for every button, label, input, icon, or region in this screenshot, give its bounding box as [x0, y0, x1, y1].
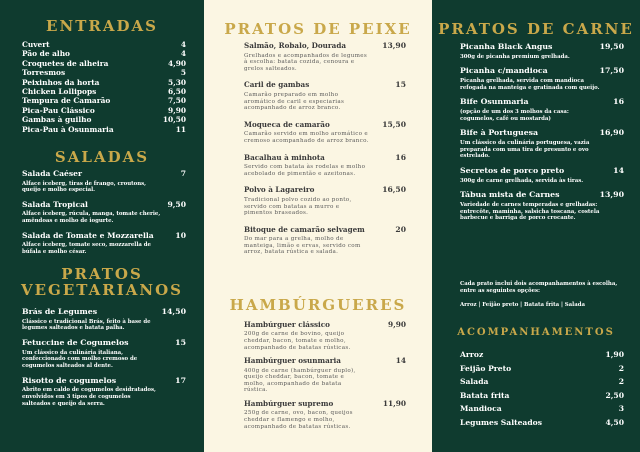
menu-item: [22, 115, 186, 124]
item-row: [244, 120, 406, 130]
item-price: 17,50: [599, 66, 624, 76]
item-description: Alface iceberg, tiras de frango, croutons, queijo e molho especial.: [22, 180, 147, 194]
item-name: Hambúrguer supremo: [244, 398, 334, 408]
item-description: Alface iceberg, rúcula, manga, tomate cherie, amêndoas e molho de iogurte.: [22, 211, 161, 224]
menu-item: [22, 200, 186, 225]
item-row: [460, 166, 624, 176]
item-description: 300g de picanha premium grelhada.: [460, 53, 570, 60]
item-description: Abrito em caldo de cogumelos desidratados, envolvidos em 3 tipos de cogumelos salteados e queijo da serra.: [22, 387, 156, 407]
item-name: Brás de Legumes: [22, 307, 98, 316]
item-price: 2: [618, 363, 624, 373]
menu-item: [460, 364, 624, 374]
item-name: Secretos de porco preto: [460, 165, 565, 175]
item-name: Salada Caéser: [22, 169, 82, 178]
item-row: [460, 350, 624, 360]
menu-item: [244, 320, 406, 351]
item-row: [22, 96, 186, 105]
section-title-carne: PRATOS DE CARNE: [438, 20, 634, 38]
item-row: [460, 128, 624, 138]
item-name: Peixinhos da horta: [22, 77, 100, 87]
item-description: Variedade de carnes temperadas e grelhadas: entrecôte, maminha, salsicha toscana, costela barbecue e barriga de porco crocante.: [460, 202, 600, 222]
item-description: 200g de carne de bovino, queijo cheddar, bacon, tomate e molho, acompanhado de batatas rústicas.: [244, 331, 351, 351]
item-name: Moqueca de camarão: [244, 119, 330, 129]
item-row: [22, 87, 186, 96]
item-name: Tábua mista de Carnes: [460, 190, 560, 200]
item-name: Feijão Preto: [460, 363, 512, 373]
item-description: Clássico e tradicional Brás, feito à base de legumes salteados e batata palha.: [22, 318, 151, 332]
item-name: Salada de Tomate e Mozzarella: [22, 230, 154, 240]
item-row: [22, 231, 186, 241]
menu-item: [244, 153, 406, 178]
menu-item: [22, 338, 186, 370]
item-price: 17: [175, 375, 186, 385]
item-description: Tradicional polvo cozido ao ponto, servido com batatas a murro e pimentos braseados.: [244, 196, 352, 217]
carne-list: [460, 42, 624, 228]
sides-options: Arroz | Feijão preto | Batata frita | Salada: [460, 302, 585, 308]
item-name: Bife Osunmaria: [460, 97, 529, 107]
item-row: [244, 399, 406, 408]
item-price: 9,90: [387, 320, 406, 329]
item-price: 9,50: [167, 199, 186, 209]
item-row: [22, 49, 186, 58]
item-row: [22, 106, 186, 115]
menu-item: [22, 49, 186, 58]
item-row: [22, 307, 186, 317]
item-name: Polvo à Lagareiro: [244, 185, 315, 195]
middle-panel: [204, 0, 432, 452]
item-price: 7: [180, 169, 186, 178]
item-price: 11,90: [382, 398, 406, 408]
menu-item: [244, 225, 406, 256]
item-row: [460, 97, 624, 107]
item-price: 7,50: [167, 96, 186, 106]
item-name: Bitoque de camarão selvagem: [244, 224, 365, 234]
item-price: 10,50: [162, 115, 186, 125]
item-row: [460, 404, 624, 414]
item-description: Um clássico da culinária italiana, confeccionado com molho cremoso de cogumelos salteados al dente.: [22, 349, 138, 369]
item-price: 9,90: [167, 105, 186, 115]
menu-item: [22, 106, 186, 115]
menu-item: [460, 66, 624, 91]
item-row: [22, 68, 186, 77]
item-name: Cuvert: [22, 40, 50, 49]
item-price: 16,90: [599, 128, 624, 138]
menu-item: [22, 169, 186, 194]
menu-item: [460, 190, 624, 222]
item-row: [460, 364, 624, 374]
vegetarianos-list: [22, 307, 186, 413]
item-description: Um clássico da culinária portuguesa, vazia preparada com uma tira de presunto e ovo estrelado.: [460, 140, 590, 160]
item-price: 15: [395, 80, 406, 90]
section-title-peixe: PRATOS DE PEIXE: [224, 20, 412, 38]
item-name: Bife à Portuguesa: [460, 128, 539, 138]
item-name: Legumes Salteados: [460, 417, 542, 427]
item-name: Gambas à guilho: [22, 115, 92, 125]
item-name: Hambúrguer osunmaria: [244, 356, 341, 366]
item-name: Salada: [460, 377, 489, 387]
item-price: 4,90: [167, 58, 186, 68]
section-title-hamburgueres: HAMBÚRGUERES: [229, 296, 407, 314]
item-name: Pica-Pau à Osunmaria: [22, 124, 114, 134]
menu-item: [22, 78, 186, 87]
item-row: [460, 391, 624, 401]
item-price: 10: [175, 230, 186, 240]
item-name: Batata frita: [460, 390, 510, 400]
item-name: Risotto de cogumelos: [22, 375, 117, 385]
sides-note: Cada prato inclui dois acompanhamentos à escolha, entre as seguintes opções:: [460, 281, 618, 294]
item-row: [244, 185, 406, 195]
menu-item: [460, 418, 624, 428]
menu-item: [244, 185, 406, 216]
menu-item: [460, 377, 624, 387]
item-price: 4: [180, 40, 186, 49]
menu-item: [22, 96, 186, 105]
item-row: [22, 78, 186, 87]
item-price: 2,50: [605, 390, 624, 400]
menu-item: [22, 231, 186, 256]
left-panel: [0, 0, 204, 452]
item-row: [244, 320, 406, 329]
menu-item: [460, 404, 624, 414]
item-row: [460, 377, 624, 387]
item-name: Fetuccine de Cogumelos: [22, 337, 129, 347]
item-price: 14: [613, 165, 624, 175]
item-row: [22, 40, 186, 49]
item-name: Croquetes de alheira: [22, 58, 109, 68]
menu-item: [22, 40, 186, 49]
item-description: Do mar para a grelha, molho de manteiga, limão e ervas, servido com arroz, batata rústica e salada.: [244, 236, 361, 256]
menu-item: [22, 307, 186, 332]
item-price: 16,50: [382, 185, 406, 195]
section-title-entradas: ENTRADAS: [46, 17, 158, 35]
item-name: Salmão, Robalo, Dourada: [244, 41, 346, 50]
menu-item: [22, 125, 186, 134]
item-row: [22, 59, 186, 68]
menu-item: [460, 391, 624, 401]
item-row: [22, 115, 186, 124]
item-price: 13,90: [599, 190, 624, 200]
item-row: [460, 66, 624, 76]
menu-item: [460, 166, 624, 184]
item-price: 2: [618, 377, 624, 387]
item-row: [460, 42, 624, 52]
menu-item: [460, 42, 624, 60]
item-row: [244, 356, 406, 365]
item-price: 13,90: [382, 41, 406, 50]
item-price: 16: [395, 152, 406, 162]
item-description: Camarão preparado em molho aromático de caril e especiarias acompanhado de arroz branco.: [244, 91, 345, 112]
menu-item: [460, 128, 624, 160]
item-price: 5: [180, 68, 186, 78]
item-name: Mandioca: [460, 404, 502, 414]
item-description: Alface iceberg, tomate seco, mozzarella de búfala e molho césar.: [22, 242, 151, 255]
menu-item: [460, 350, 624, 360]
item-row: [460, 190, 624, 200]
saladas-list: [22, 169, 186, 261]
item-description: Camarão servido em molho aromático e cremoso acompanhado de arroz branco.: [244, 131, 369, 144]
item-description: Grelhados e acompanhados de legumes à escolha: batata cozida, cenoura e grelos salteados.: [244, 52, 367, 72]
item-description: 250g de carne, ovo, bacon, queijos cheddar e flamengo e molho, acompanhado de batatas rústicas.: [244, 410, 353, 430]
item-row: [244, 80, 406, 90]
menu-item: [244, 41, 406, 72]
item-row: [244, 153, 406, 163]
item-price: 15: [175, 337, 186, 347]
section-title-saladas: SALADAS: [54, 148, 150, 166]
item-name: Bacalhau à minhota: [244, 152, 325, 162]
item-name: Chicken Lollipops: [22, 87, 97, 97]
peixe-list: [244, 41, 406, 264]
item-name: Arroz: [460, 350, 484, 359]
item-description: 300g de carne grelhada, servida às tiras.: [460, 177, 584, 184]
item-price: 4: [180, 49, 186, 59]
item-name: Pica-Pau Clássico: [22, 105, 95, 115]
menu-item: [22, 59, 186, 68]
item-price: 1,90: [605, 350, 624, 359]
section-title-pratos: PRATOS: [61, 265, 143, 283]
item-price: 14: [395, 356, 406, 366]
item-name: Salada Tropical: [22, 199, 88, 209]
section-title-vegetarianos: VEGETARIANOS: [20, 281, 184, 299]
item-price: 3: [618, 404, 624, 414]
item-row: [460, 418, 624, 428]
item-description: Picanha grelhada, servida com mandioca refogada na manteiga e gratinada com queijo.: [460, 78, 600, 91]
item-name: Torresmos: [22, 68, 66, 78]
item-price: 4,50: [605, 417, 624, 427]
menu-item: [244, 399, 406, 430]
item-price: 14,50: [161, 307, 186, 316]
menu-item: [22, 87, 186, 96]
item-price: 16: [613, 97, 624, 107]
right-panel: [432, 0, 640, 452]
menu-item: [22, 376, 186, 408]
item-name: Tempura de Camarão: [22, 96, 111, 106]
menu-item: [244, 120, 406, 145]
menu-item: [244, 356, 406, 394]
menu-item: [460, 97, 624, 122]
item-description: (opção de um dos 3 molhos da casa: cogumelos, café ou mostarda): [460, 109, 569, 122]
menu-item: [22, 68, 186, 77]
item-description: 400g de carne (hambúrguer duplo), queijo cheddar, bacon, tomate e molho, acompanhado de batata rústica.: [244, 367, 356, 394]
item-description: Servido com batata às rodelas e molho acebolado de pimentão e azeitonas.: [244, 164, 366, 177]
item-row: [22, 169, 186, 179]
item-name: Picanha Black Angus: [460, 42, 553, 51]
item-row: [22, 200, 186, 210]
item-row: [22, 338, 186, 348]
item-row: [22, 125, 186, 134]
section-title-acompanhamentos: ACOMPANHAMENTOS: [457, 327, 615, 338]
item-name: Hambúrguer clássico: [244, 320, 330, 329]
entradas-list: [22, 40, 186, 134]
item-row: [244, 225, 406, 235]
item-price: 20: [395, 224, 406, 234]
item-price: 11: [175, 124, 186, 134]
item-row: [22, 376, 186, 386]
item-name: Pão de alho: [22, 49, 70, 59]
acompanhamentos-list: [460, 350, 624, 432]
item-price: 15,50: [382, 119, 406, 129]
item-name: Picanha c/mandioca: [460, 66, 548, 76]
item-price: 6,50: [167, 87, 186, 97]
hamburgueres-list: [244, 320, 406, 435]
item-row: [244, 41, 406, 51]
item-price: 5,30: [167, 77, 186, 87]
item-name: Caril de gambas: [244, 80, 310, 90]
item-price: 19,50: [599, 42, 624, 51]
menu-item: [244, 80, 406, 111]
